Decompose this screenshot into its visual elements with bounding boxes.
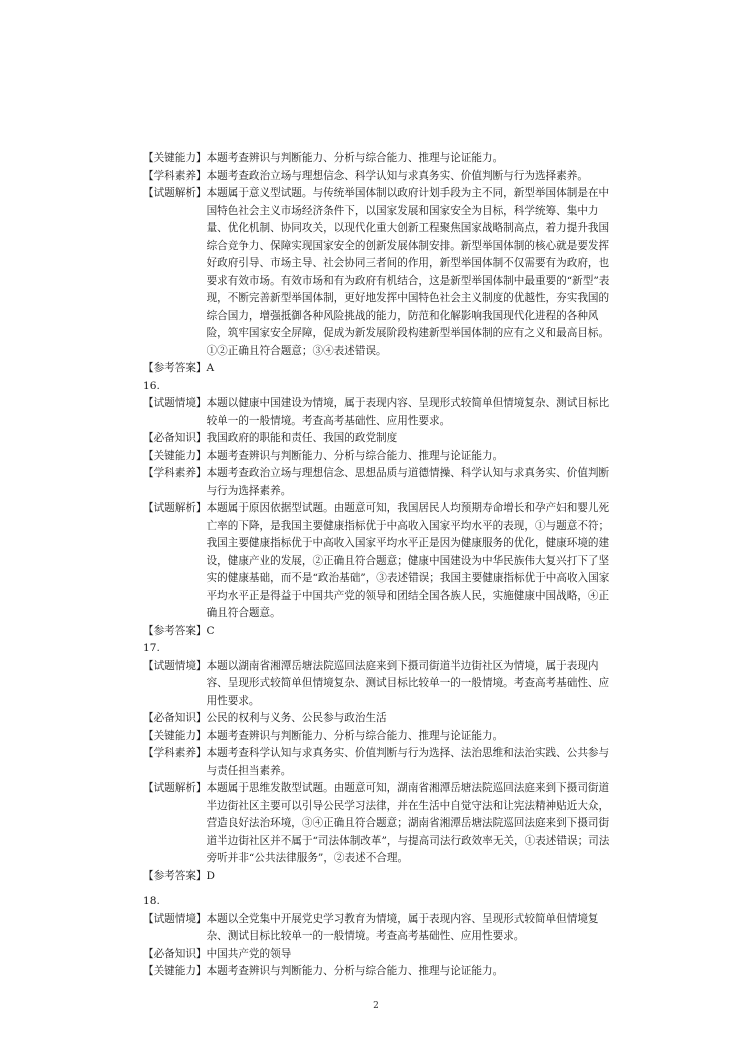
q16-analysis [143,500,619,623]
q18-knowledge [143,946,619,964]
q17-knowledge [143,710,619,728]
entry-tag: 【试题情境】 [143,912,207,925]
entry-text: 本题考查辨识与判断能力、分析与综合能力、推理与论证能力。 [206,965,504,977]
entry-tag: 【学科素养】 [143,747,207,759]
entry-tag: 【关键能力】 [143,965,207,977]
entry-text: 本题以湖南省湘潭岳塘法院巡回法庭来到下摄司街道半边街社区为情境，属于表现内容、呈现形式较简单但情境复杂、测试目标比较单一的一般情境。考查高考基础性、应用性要求。 [206,659,610,707]
entry-text: 中国共产党的领导 [206,947,292,960]
entry-tag: 【试题解析】 [143,187,207,199]
q16-number: 16. [143,379,160,392]
q15-analysis [143,185,619,360]
entry-tag: 【试题解析】 [143,782,207,794]
entry-tag: 【必备知识】 [143,947,207,960]
entry-text: 本题以健康中国建设为情境，属于表现内容、呈现形式较简单但情境复杂、测试目标比较单一的一般情境。考查高考基础性、应用性要求。 [206,397,610,427]
entry-tag: 【必备知识】 [143,432,207,444]
entry-text: 本题考查科学认知与求真务实、价值判断与行为选择、法治思维和法治实践、公共参与与责任担当素养。 [206,747,610,777]
q16-context [143,395,619,430]
entry-tag: 【试题情境】 [143,397,207,409]
q18-key-ability [143,963,619,981]
entry-tag: 【关键能力】 [143,729,207,742]
entry-tag: 【学科素养】 [143,467,207,479]
q17-answer: 【参考答案】D [143,869,216,882]
entry-tag: 【试题情境】 [143,659,207,672]
q17-context [143,658,619,711]
entry-text: 本题属于意义型试题。与传统举国体制以政府计划手段为主不同，新型举国体制是在中国特色社会主义市场经济条件下，以国家发展和国家安全为目标，科学统筹、集中力量、优化机制、协同攻关，以现代化重大创新工程聚焦国家战略制高点，着力提升我国综合竞争力、保障实现国家安全的创新发展体制安排。新型举国体制的核心就是要发挥好政府引导、市场主导、社会协同三者间的作用，新型举国体制不仅需要有为政府，也要求有效市场。有效市场和有为政府有机结合，这是新型举国体制中最重要的“新型”表现，不断完善新型举国体制，更好地发挥中国特色社会主义制度的优越性，夯实我国的综合国力，增强抵御各种风险挑战的能力，防范和化解影响我国现代化进程的各种风险，筑牢国家安全屏障，促成为新发展阶段构建新型举国体制的应有之义和最高目标。①②正确且符合题意；③④表述错误。 [206,187,610,357]
spacer [143,885,619,893]
q16-key-ability [143,448,619,466]
q17-number: 17. [143,642,160,654]
q15-key-ability [143,150,619,168]
q18-context [143,911,619,946]
entry-text: 本题考查政治立场与理想信念、科学认知与求真务实、价值判断与行为选择素养。 [206,169,588,182]
entry-text: 本题属于原因依据型试题。由题意可知，我国居民人均预期寿命增长和孕产妇和婴儿死亡率的下降，是我国主要健康指标优于中高收入国家平均水平的表现，①与题意不符；我国主要健康指标优于中高收入国家平均水平正是因为健康服务的优化，健康环境的建设，健康产业的发展，②正确且符合题意；健康中国建设为中华民族伟大复兴打下了坚实的健康基础，而不是“政治基础”，③表述错误；我国主要健康指标优于中高收入国家平均水平正是得益于中国共产党的领导和团结全国各族人民，实施健康中国战略，④正确且符合题意。 [206,502,610,619]
entry-tag: 【试题解析】 [143,502,207,514]
entry-tag: 【关键能力】 [143,152,207,164]
entry-tag: 【关键能力】 [143,449,207,462]
entry-text: 本题考查政治立场与理想信念、思想品质与道德情操、科学认知与求真务实、价值判断与行为选择素养。 [206,467,610,497]
q18-number: 18. [143,895,160,907]
entry-tag: 【必备知识】 [143,712,207,724]
entry-tag: 【学科素养】 [143,169,207,182]
entry-text: 本题考查辨识与判断能力、分析与综合能力、推理与论证能力。 [206,449,504,462]
q16-answer: 【参考答案】C [143,624,215,637]
q17-literacy [143,745,619,780]
entry-text: 本题属于思维发散型试题。由题意可知，湖南省湘潭岳塘法院巡回法庭来到下摄司街道半边街社区主要可以引导公民学习法律，并在生活中自觉守法和让宪法精神贴近大众，营造良好法治环境，③④正确且符合题意；湖南省湘潭岳塘法院巡回法庭来到下摄司街道半边街社区并不属于“司法体制改革”，与提高司法行政效率无关，①表述错误；司法旁听并非“公共法律服务”，②表述不合理。 [206,782,610,864]
q15-answer: 【参考答案】A [143,362,215,374]
q17-key-ability [143,728,619,746]
entry-text: 本题考查辨识与判断能力、分析与综合能力、推理与论证能力。 [206,729,504,742]
q16-literacy [143,465,619,500]
entry-text: 公民的权利与义务、公民参与政治生活 [206,712,387,724]
entry-text: 本题考查辨识与判断能力、分析与综合能力、推理与论证能力。 [206,152,504,164]
q17-analysis [143,780,619,868]
entry-text: 我国政府的职能和责任、我国的政党制度 [206,432,398,444]
page-number: 2 [373,1001,379,1011]
q15-literacy [143,168,619,186]
document-page [143,150,619,981]
entry-text: 本题以全党集中开展党史学习教育为情境，属于表现内容、呈现形式较简单但情境复杂、测试目标比较单一的一般情境。考查高考基础性、应用性要求。 [206,912,599,942]
q16-knowledge [143,430,619,448]
